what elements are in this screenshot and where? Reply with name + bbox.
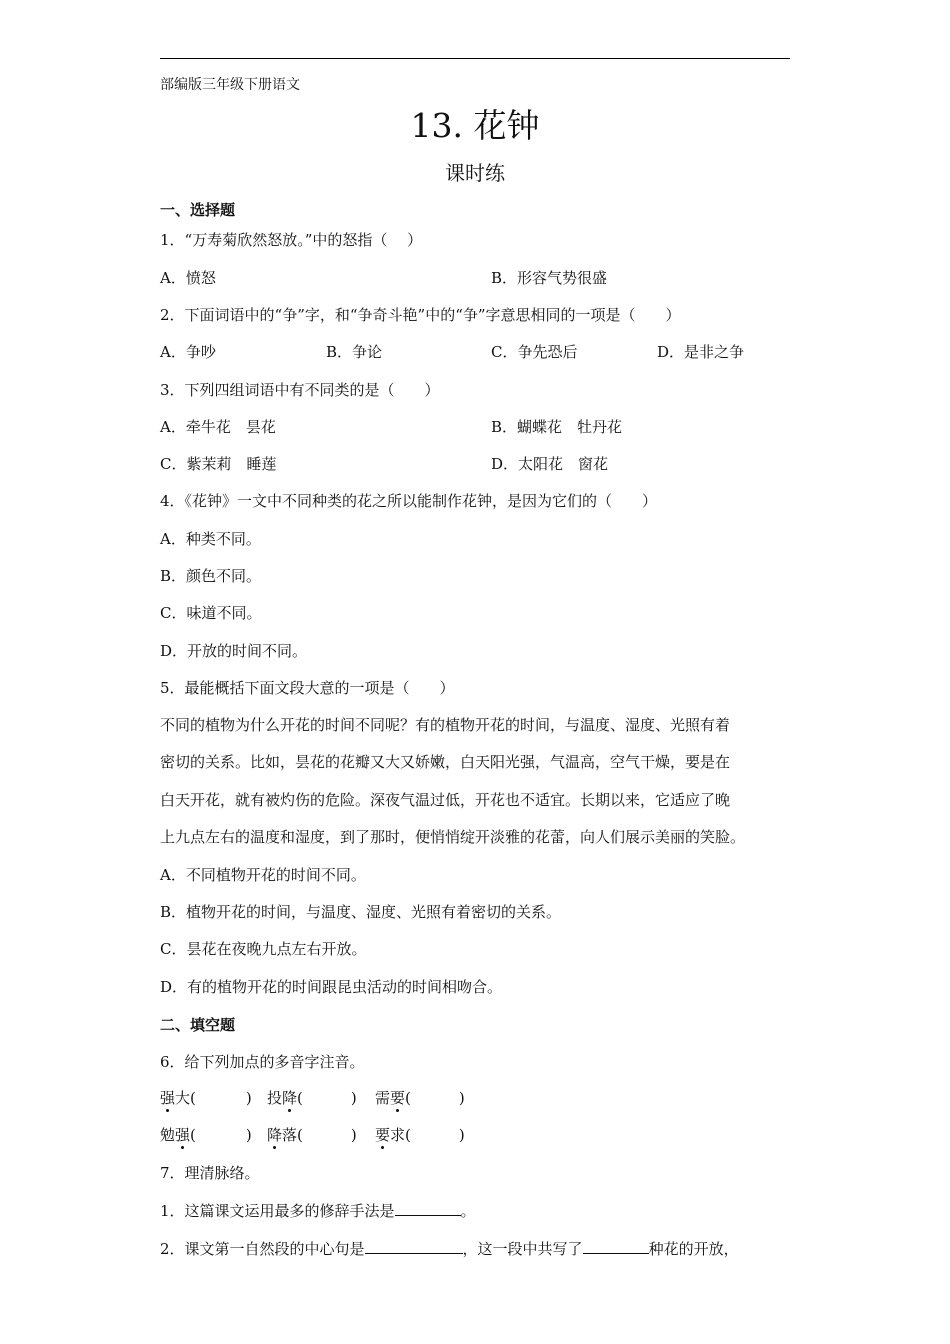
q4-option-a: A．种类不同。 xyxy=(160,530,261,548)
q2-option-c: C．争先恐后 xyxy=(491,343,578,361)
q6-word-mianqiang: 勉强( ) xyxy=(160,1126,252,1144)
q5-option-c: C．昙花在夜晚九点左右开放。 xyxy=(160,940,367,958)
q3-option-c: C．紫茉莉 睡莲 xyxy=(160,455,277,473)
q1-option-b: B．形容气势很盛 xyxy=(491,269,608,287)
q5-passage-line: 白天开花，就有被灼伤的危险。深夜气温过低，开花也不适宜。长期以来，它适应了晚 xyxy=(160,791,731,809)
q2-option-a: A．争吵 xyxy=(160,343,216,361)
answer-blank[interactable] xyxy=(583,1238,649,1254)
q5-passage-line: 密切的关系。比如，昙花的花瓣又大又娇嫩，白天阳光强，气温高，空气干燥，要是在 xyxy=(160,753,731,771)
q5-option-a: A．不同植物开花的时间不同。 xyxy=(160,866,366,884)
section-heading-fill: 二、填空题 xyxy=(160,1016,236,1034)
q4-option-d: D．开放的时间不同。 xyxy=(160,642,308,660)
q3-option-d: D．太阳花 窗花 xyxy=(491,455,609,473)
answer-blank[interactable] xyxy=(365,1238,463,1254)
q5-passage-line: 上九点左右的温度和湿度，到了那时，便悄悄绽开淡雅的花蕾，向人们展示美丽的笑脸。 xyxy=(160,828,746,846)
answer-blank[interactable] xyxy=(395,1200,461,1216)
page-subtitle: 课时练 xyxy=(445,161,505,185)
q6-word-touxiang: 投降( ) xyxy=(267,1089,357,1107)
q7-sub1: 1．这篇课文运用最多的修辞手法是 。 xyxy=(160,1202,476,1220)
q2-option-b: B．争论 xyxy=(326,343,383,361)
q2-stem: 2．下面词语中的“争”字，和“争奇斗艳”中的“争”字意思相同的一项是（ ） xyxy=(160,306,681,324)
q4-stem: 4．《花钟》一文中不同种类的花之所以能制作花钟，是因为它们的（ ） xyxy=(160,492,658,510)
q6-word-xuyao: 需要( ) xyxy=(375,1089,465,1107)
q1-option-a: A．愤怒 xyxy=(160,269,216,287)
q5-passage-line: 不同的植物为什么开花的时间不同呢？有的植物开花的时间，与温度、湿度、光照有着 xyxy=(160,716,731,734)
q6-stem: 6．给下列加点的多音字注音。 xyxy=(160,1053,365,1071)
q2-option-d: D．是非之争 xyxy=(657,343,745,361)
q6-word-qiangda: 强大( ) xyxy=(160,1089,252,1107)
q5-stem: 5．最能概括下面文段大意的一项是（ ） xyxy=(160,679,455,697)
q6-word-jiangluo: 降落( ) xyxy=(267,1126,357,1144)
book-label: 部编版三年级下册语文 xyxy=(160,77,300,93)
q6-word-yaoqiu: 要求( ) xyxy=(375,1126,465,1144)
q7-sub2: 2．课文第一自然段的中心句是 ，这一段中共写了 种花的开放， xyxy=(160,1240,739,1258)
q7-stem: 7．理清脉络。 xyxy=(160,1164,260,1182)
q1-stem: 1．“万寿菊欣然怒放。”中的怒指（ ） xyxy=(160,231,423,249)
q3-option-b: B．蝴蝶花 牡丹花 xyxy=(491,418,623,436)
q4-option-b: B．颜色不同。 xyxy=(160,567,262,585)
q3-option-a: A．牵牛花 昙花 xyxy=(160,418,276,436)
q5-option-d: D．有的植物开花的时间跟昆虫活动的时间相吻合。 xyxy=(160,978,503,996)
section-heading-choice: 一、选择题 xyxy=(160,201,236,219)
q3-stem: 3．下列四组词语中有不同类的是（ ） xyxy=(160,381,440,399)
header-rule xyxy=(160,58,790,59)
q5-option-b: B．植物开花的时间，与温度、湿度、光照有着密切的关系。 xyxy=(160,903,562,921)
q4-option-c: C．味道不同。 xyxy=(160,604,262,622)
page-title: 13. 花钟 xyxy=(410,106,540,145)
